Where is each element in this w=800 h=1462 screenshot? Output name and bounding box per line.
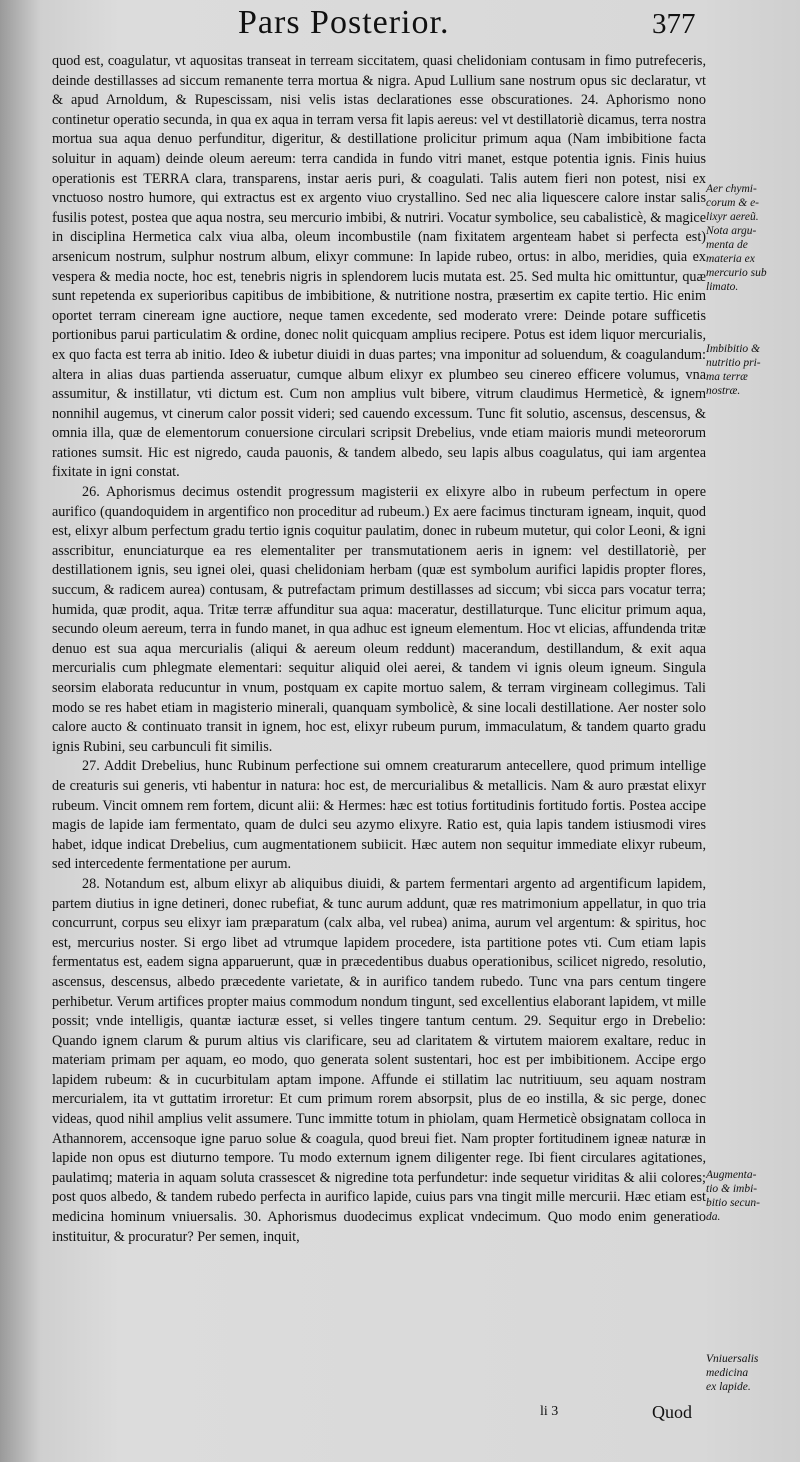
margin-note-line: Imbibitio & [706,343,760,355]
signature-mark: li 3 [540,1404,559,1419]
margin-note-line: lixyr aereũ. [706,211,759,223]
margin-note-line: tio & imbi- [706,1183,758,1195]
paragraph: quod est, coagulatur, vt aquositas transeat in terream siccitatem, quasi chelidoniam contusam in fimo putrefeceris, deinde destillasses ad siccum remanente terra mortua & nigra. Apud Lullium sane nostrum opus sic declaratur, vt & apud Arnoldum, & Rupescissam, nisi velis istas declarationes esse obscurationes. 24. Aphorismo nono continetur operatio secunda, in qua ex aqua in terram versa fit lapis aereus: vel vt destillatoriè dicamus, terra nostra mortua sua aqua denuo perfunditur, digeritur, & destillatione prolicitur primum aqua (Nam imbibitione facta soluitur in aquam) deinde oleum aereum: terra candida in fundo vitri manet, estque potentia ignis. Finis huius operationis est TERRA clara, transparens, instar aeris puri, & coagulati. Talis autem fieri non potest, nisi ex vnctuoso nostro humore, qui extractus est ex argento viuo crystallino. Sed nec alia liquescere calore instar salis fusilis potest, postea que aqua nostra, seu mercurio imbibi, & nutriri. Vocatur symbolice, seu cabalisticè, & magice in disciplina Hermetica calx viua alba, oleum incombustile (nam fixitatem argenteam habet si perfecta est) arsenicum nostrum, sulphur nostrum album, elixyr commune: In lapide rubeo, ortus: in albo, meridies, quia ex vespera & media nocte, hoc est, tenebris nigris in splendorem lucis mutata est. 25. Sed multa hic omittuntur, quæ sunt repetenda ex superioribus capitibus de imbibitione, & nutritione nostra, præsertim ex capite tertio. Hic enim oportet terram cineream igne auctiore, neque tamen excedente, sed moderato vrere: Deinde potare sufficetis portionibus parui particulatim & ordine, donec nolit quicquam amplius recipere. Potus est idem liquor mercurialis, ex quo facta est terra ab initio. Ideo & iubetur diuidi in duas partes; vna imponitur ad soluendum, & coagulandum: altera in alias duas partienda asseruatur, cumque album elixyr ex plumbeo seu cinereo efficere volumus, vna assumitur, & instillatur, vti dictum est. Cum non amplius vult bibere, vitrum claudimus Hermeticè, & ignem nonnihil augemus, vt cinerum calor possit videri; sed cauendo excessum. Tunc fit solutio, ascensus, descensus, & omnia illa, quæ de elementorum conuersione circulari scripsit Drebelius, vnde etiam maioris mundi meteororum rationes sumsit. Hic est nigredo, cauda pauonis, & tandem albedo, seu lapis albus coagulatus, qui iam argentea fixitate in igni constat. [52,53,706,481]
margin-note-line: Augmenta- [706,1169,757,1181]
margin-note-line: nutritio pri- [706,357,761,369]
margin-note-line: limato. [706,281,739,293]
page-footer [0,1404,800,1434]
margin-note-line: Aer chymi- [706,183,757,195]
margin-note [706,342,798,398]
margin-note-line: materia ex [706,253,755,265]
paragraph: 28. Notandum est, album elixyr ab aliquibus diuidi, & partem fermentari argento ad argentificum lapidem, partem diutius in igne detineri, donec rubefiat, & tunc aurum addunt, quæ res matrimonium appellatur, in quo tria concurrunt, corpus seu elixyr iam præparatum (calx alba, vel rubea) anima, aurum vel argentum: & spiritus, hoc est, mercurius noster. Si ergo libet ad vtrumque lapidem procedere, ista partitione potes vti. Cum etiam lapis fermentatus est, eadem signa apparuerunt, quæ in præcedentibus duabus operationibus, scilicet nigredo, resolutio, ascensus, descensus, albedo præcedente varietate, & in aurifico tandem rubedo. Tunc vna pars centum tingere perhibetur. Verum artifices propter maius commodum nondum tingunt, sed excellentius elaborant lapidem, vt mille possit; vnde intelligis, quantæ iacturæ esset, si velles tingere tantum centum. 29. Sequitur ergo in Drebelio: Quando ignem clarum & purum altius vis clarificare, seu ad claritatem & virtutem maiorem exaltare, reduc in materiam primam per aquam, eo modo, quo generata solent sustentari, hoc est per imbibitionem. Accipe ergo lapidem rubeum: & in cucurbitulam aptam impone. Affunde ei stillatim lac nutritiuum, seu aquam nostram mercurialem, ita vt guttatim irroretur: Et cum primum rorem absorpsit, plus de eo instilla, & sic perge, donec videas, quod nihil amplius velit assumere. Tunc immitte totum in phiolam, quam Hermeticè obsignatam colloca in Athannorem, accensoque igne paruo solue & coagula, quod breui fiet. Nam propter fortitudinem igneæ naturæ in lapide non opus est diuturno tempore. Tu modo externum ignem diligenter rege. Ibi fient circulares agitationes, paulatimq; materia in aquam soluta crassescet & nigredine tota perfundetur: inde sequetur viriditas & alii colores; post quos albedo, & tandem rubedo perfecta in aurifico lapide, cuius pars vna tingit mille mercurii. Hæc etiam est medicina hominum vniuersalis. 30. Aphorismus duodecimus explicat vndecimum. Quo modo enim generatio instituitur, & procuratur? Per semen, inquit, [52,875,706,1245]
page-number: 377 [652,8,696,40]
margin-note-line: corum & e- [706,197,760,209]
page-header [0,0,800,52]
margin-note-line: mercurio sub [706,267,767,279]
paragraph: 27. Addit Drebelius, hunc Rubinum perfectione sui omnem creaturarum antecellere, quod primum intellige de creaturis sui generis, vti habentur in natura: hoc est, de mercurialibus & metallicis. Nam & auro præstat elixyr rubeum. Vincit omnem rem fortem, dicunt alii: & Hermes: hæc est totius fortitudinis fortitudo fortis. Postea accipe magis de lapide iam fermentato, quam de dulci seu azymo elixyre. Ratio est, quia lapis tandem istiusmodi vires habet, idque indicat Drebelius, cum augmentationem subiicit. Hæc autem non sequitur immediate elixyr rubeum, sed intercedente fermentatione per aurum. [52,758,706,873]
margin-note-line: ex lapide. [706,1381,751,1393]
margin-note-line: nostræ. [706,385,741,397]
margin-note-line: da. [706,1211,721,1223]
paragraph: 26. Aphorismus decimus ostendit progressum magisterii ex elixyre albo in rubeum perfectum in opere aurifico (quandoquidem in argentifico non proceditur ad rubeum.) Ex aere facimus tincturam igneam, inquit, quod est, elixyr album perfectum gradu tertio ignis coquitur paulatim, donec in rubeum mutetur, qui color Leoni, & igni asscribitur, enunciaturque ea res elementaliter per transmutationem aeris in ignem: vel destillatoriè, per destillationem ignis, seu ignei olei, quasi chelidoniam herbam (quæ est symbolum aurifici lapidis propter flores, succum, & radicem aurea) contusam, & putrefactam primum destillasses ad siccum; vbi sicca pars vocatur terra; humida, quæ prodit, aqua. Tritæ terræ affunditur sua aqua: maceratur, destillaturque. Tunc elicitur primum aqua, secundo oleum aereum, terra in fundo manet, in qua adhuc est igneum elementum. Hoc vt elicias, affundenda tritæ denuo est sua aqua mercurialis (aliqui & aereum oleum reddunt) macerandum, destillandum, & exit aqua mercurialis cum phlegmate elementari: sequitur aliquid olei aerei, & tandem vi ignis oleum igneum. Singula seorsim elaborata reducuntur in vnum, postquam ex capite mortuo salem, & terram virgineam collegimus. Tali modo se res habet etiam in magisterio minerali, quanquam symbolicè, & sine locali destillatione. Aer noster solo calore aucto & continuato transit in ignem, hoc est, elixyr rubeum purum, immaculatum, & tandem quarto gradu ignis Rubini, seu carbunculi fit similis. [52,484,706,755]
margin-note-line: Nota argu- [706,225,757,237]
margin-note [706,1352,798,1394]
margin-note-line: bitio secun- [706,1197,760,1209]
margin-note-line: Vniuersalis [706,1353,759,1365]
margin-note [706,1168,798,1224]
main-text-block [52,52,706,1247]
margin-note-line: ma terræ [706,371,748,383]
catchword: Quod [652,1402,692,1422]
margin-note [706,182,798,294]
margin-note-line: medicina [706,1367,749,1379]
margin-note-line: menta de [706,239,748,251]
running-title: Pars Posterior. [238,4,450,41]
